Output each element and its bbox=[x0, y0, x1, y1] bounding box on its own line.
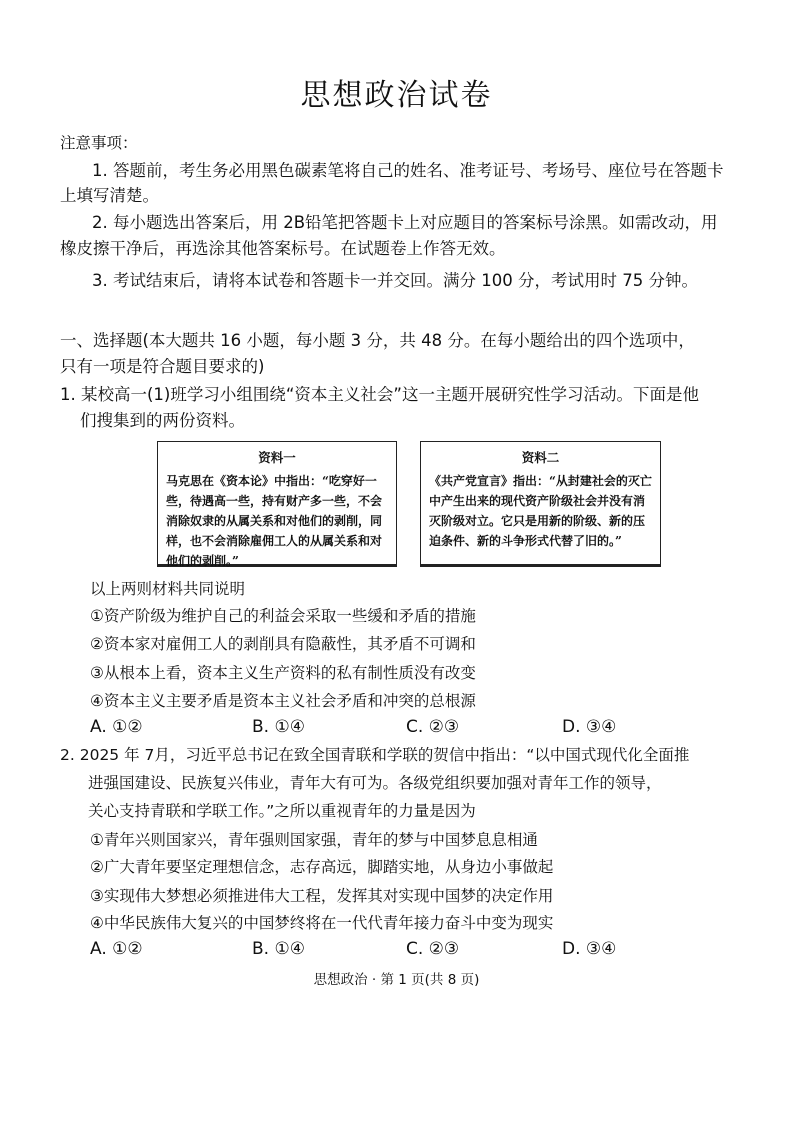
q2-stem-line-2: 进强国建设、民族复兴伟业，青年大有可为。各级党组织要加强对青年工作的领导， bbox=[88, 774, 662, 792]
q1-statement-4: ④资本主义主要矛盾是资本主义社会矛盾和冲突的总根源 bbox=[90, 692, 476, 710]
q2-option-a[interactable]: A. ①② bbox=[90, 939, 143, 959]
material-2-title: 资料二 bbox=[521, 450, 560, 465]
page-footer: 思想政治 · 第 1 页(共 8 页) bbox=[313, 972, 480, 988]
q2-statement-1: ①青年兴则国家兴，青年强则国家强，青年的梦与中国梦息息相通 bbox=[90, 831, 538, 849]
q2-statement-2: ②广大青年要坚定理想信念，志存高远，脚踏实地，从身边小事做起 bbox=[90, 858, 554, 876]
notice-line-2: 上填写清楚。 bbox=[60, 186, 159, 205]
section-heading-line-1: 一、选择题(本大题共 16 小题，每小题 3 分，共 48 分。在每小题给出的四个选项中， bbox=[60, 331, 695, 350]
q2-option-b[interactable]: B. ①④ bbox=[252, 939, 305, 959]
q1-statement-3: ③从根本上看，资本主义生产资料的私有制性质没有改变 bbox=[90, 664, 476, 682]
material-box-2 bbox=[420, 441, 661, 567]
page-title: 思想政治试卷 bbox=[300, 78, 493, 113]
q2-stem-line-3: 关心支持青联和学联工作。”之所以重视青年的力量是因为 bbox=[88, 802, 476, 820]
q2-option-d[interactable]: D. ③④ bbox=[562, 939, 617, 959]
q1-option-c[interactable]: C. ②③ bbox=[406, 717, 460, 737]
q1-option-b[interactable]: B. ①④ bbox=[252, 717, 305, 737]
material-box-1 bbox=[157, 441, 397, 567]
q1-option-d[interactable]: D. ③④ bbox=[562, 717, 617, 737]
notice-heading: 注意事项： bbox=[60, 134, 138, 152]
q1-statement-1: ①资产阶级为维护自己的利益会采取一些缓和矛盾的措施 bbox=[90, 607, 476, 625]
notice-line-1: 1. 答题前，考生务必用黑色碳素笔将自己的姓名、准考证号、考场号、座位号在答题卡 bbox=[92, 161, 724, 180]
q2-option-c[interactable]: C. ②③ bbox=[406, 939, 460, 959]
material-1-title: 资料一 bbox=[258, 450, 296, 465]
q1-stem-line-1: 1. 某校高一(1)班学习小组围绕“资本主义社会”这一主题开展研究性学习活动。下面是他 bbox=[60, 385, 699, 404]
notice-line-3: 2. 每小题选出答案后，用 2B铅笔把答题卡上对应题目的答案标号涂黑。如需改动，用 bbox=[92, 213, 718, 232]
q2-statement-3: ③实现伟大梦想必须推进伟大工程，发挥其对实现中国梦的决定作用 bbox=[90, 887, 554, 905]
notice-line-5: 3. 考试结束后，请将本试卷和答题卡一并交回。满分 100 分，考试用时 75 分钟。 bbox=[92, 271, 698, 290]
q1-statement-2: ②资本家对雇佣工人的剥削具有隐蔽性，其矛盾不可调和 bbox=[90, 635, 476, 653]
q1-stem-line-2: 们搜集到的两份资料。 bbox=[80, 411, 245, 430]
q1-lead: 以上两则材料共同说明 bbox=[90, 580, 246, 598]
q2-statement-4: ④中华民族伟大复兴的中国梦终将在一代代青年接力奋斗中变为现实 bbox=[90, 914, 554, 932]
q2-stem-line-1: 2. 2025 年 7月，习近平总书记在致全国青联和学联的贺信中指出：“以中国式现代化全面推 bbox=[60, 746, 690, 764]
material-2-text: 《共产党宣言》指出：“从封建社会的灭亡中产生出来的现代资产阶级社会并没有消灭阶级对立。它只是用新的阶级、新的压迫条件、新的斗争形式代替了旧的。” bbox=[429, 474, 652, 548]
material-1-text: 马克思在《资本论》中指出：“吃穿好一些，待遇高一些，持有财产多一些，不会消除奴隶的从属关系和对他们的剥削，同样，也不会消除雇佣工人的从属关系和对他们的剥削。” bbox=[166, 474, 383, 568]
notice-line-4: 橡皮擦干净后，再选涂其他答案标号。在试题卷上作答无效。 bbox=[60, 239, 506, 258]
section-heading-line-2: 只有一项是符合题目要求的) bbox=[60, 357, 265, 376]
q1-option-a[interactable]: A. ①② bbox=[90, 717, 143, 737]
